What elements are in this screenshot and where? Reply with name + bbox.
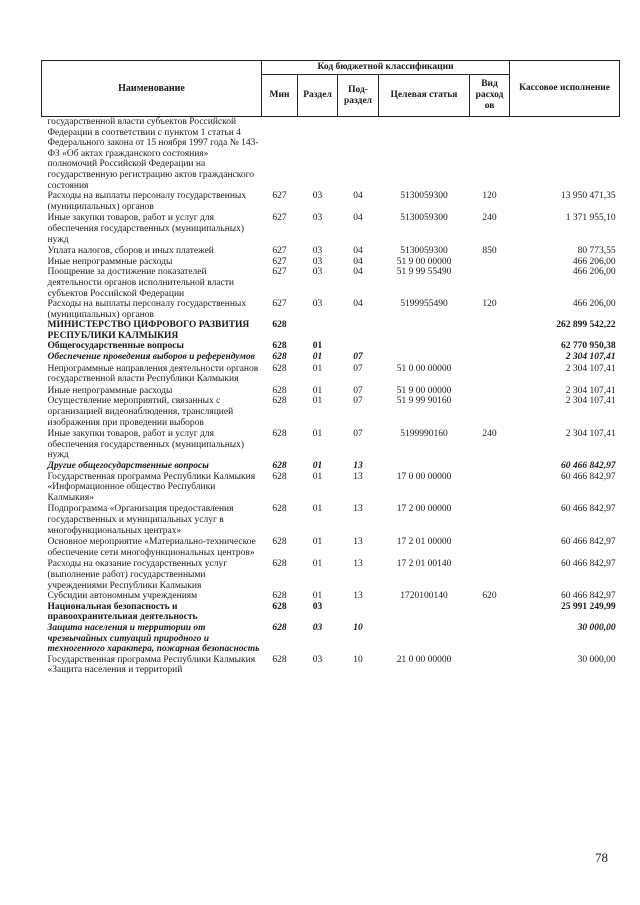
row-name: МИНИСТЕРСТВО ЦИФРОВОГО РАЗВИТИЯ РЕСПУБЛИКИ КАЛМЫКИЯ <box>47 320 250 341</box>
row-article: 5130059300 <box>400 246 448 257</box>
row-section: 03 <box>312 246 323 257</box>
row-min: 628 <box>272 461 287 471</box>
row-name: государственной власти субъектов Российской Федерации в соответствии с пунктом 1 статьи 4 Федерального закона от 15 ноября 1997 года № 143-ФЗ «Об актах гражданского состояния» полномочий Российской Федерации на государственную регистрацию актов гражданского состояния <box>47 117 259 191</box>
row-expense-type <box>470 257 510 268</box>
table-row <box>42 428 620 461</box>
row-expense-type: 120 <box>482 191 497 202</box>
row-execution <box>510 117 620 192</box>
row-article: 51 9 99 55490 <box>396 267 452 278</box>
row-name: Основное мероприятие «Материально-техническое обеспечение сети многофункциональных центров» <box>47 537 256 558</box>
row-article: 51 0 00 00000 <box>396 363 452 374</box>
table-row <box>42 461 620 472</box>
table-body <box>42 117 620 676</box>
row-expense-type <box>470 472 510 504</box>
budget-table <box>41 60 620 676</box>
row-subsection: 13 <box>353 559 363 570</box>
row-section: 03 <box>312 256 323 267</box>
table-row <box>42 623 620 655</box>
row-execution: 2 304 107,41 <box>565 396 616 407</box>
header-expense-type: Вид расход ов <box>470 75 510 117</box>
row-section: 01 <box>312 461 323 471</box>
row-subsection <box>338 117 379 192</box>
row-expense-type: 850 <box>482 246 497 257</box>
row-min: 628 <box>272 352 287 363</box>
row-section: 03 <box>312 191 323 202</box>
header-article: Целевая статья <box>379 75 470 117</box>
row-article <box>379 461 470 472</box>
row-execution: 60 466 842,97 <box>560 559 616 570</box>
row-article: 17 0 00 00000 <box>396 471 452 482</box>
row-expense-type: 120 <box>482 299 497 310</box>
row-min: 628 <box>272 601 287 612</box>
row-min: 628 <box>272 429 287 440</box>
row-section: 03 <box>312 654 323 665</box>
row-min: 628 <box>272 320 287 331</box>
row-section: 01 <box>312 591 323 602</box>
row-subsection: 13 <box>353 471 363 482</box>
table-row <box>42 536 620 558</box>
row-execution: 60 466 842,97 <box>560 537 616 548</box>
row-expense-type: 620 <box>482 591 497 602</box>
table-row <box>42 257 620 268</box>
header-section: Раздел <box>298 75 338 117</box>
row-name: Обеспечение проведения выборов и референдумов <box>47 352 255 363</box>
row-min: 627 <box>272 299 287 310</box>
row-execution: 60 466 842,97 <box>560 591 616 602</box>
row-subsection: 10 <box>353 654 363 665</box>
row-name: Уплата налогов, сборов и иных платежей <box>47 246 214 257</box>
row-section: 03 <box>312 213 323 224</box>
row-section: 01 <box>312 537 323 548</box>
row-article: 5130059300 <box>400 213 448 224</box>
row-subsection <box>338 602 379 623</box>
row-section: 01 <box>312 559 323 570</box>
row-article: 17 2 01 00000 <box>396 537 452 548</box>
row-expense-type <box>470 623 510 655</box>
row-execution: 1 371 955,10 <box>565 213 616 224</box>
row-name: Защита населения и территории от чрезвычайных ситуаций природного и техногенного характера, пожарная безопасность <box>47 622 260 655</box>
row-section: 01 <box>312 396 323 407</box>
row-name: Общегосударственные вопросы <box>47 341 184 352</box>
row-min: 627 <box>272 213 287 224</box>
row-subsection: 04 <box>353 191 363 202</box>
page-number: 78 <box>595 850 608 865</box>
header-code-group: Код бюджетной классификации <box>262 61 510 75</box>
row-execution: 262 899 542,22 <box>556 320 616 331</box>
row-article <box>379 623 470 655</box>
row-subsection: 13 <box>353 537 363 548</box>
row-name: Иные закупки товаров, работ и услуг для обеспечения государственных (муниципальных) нужд <box>47 213 245 245</box>
row-name: Субсидии автономным учреждениям <box>47 591 198 602</box>
row-name: Расходы на выплаты персоналу государственных (муниципальных) органов <box>47 191 247 212</box>
table-row <box>42 503 620 536</box>
table-row <box>42 558 620 591</box>
budget-report-page <box>41 60 619 676</box>
row-article: 51 9 00 00000 <box>396 385 452 396</box>
row-section <box>298 117 338 192</box>
row-execution: 60 466 842,97 <box>560 504 616 515</box>
row-section: 03 <box>312 299 323 310</box>
table-row <box>42 191 620 212</box>
row-subsection <box>338 341 379 352</box>
row-section: 01 <box>312 471 323 482</box>
row-min: 628 <box>272 559 287 570</box>
row-section: 01 <box>312 352 323 363</box>
table-row <box>42 352 620 363</box>
row-expense-type <box>470 461 510 472</box>
table-row <box>42 320 620 341</box>
row-subsection: 07 <box>353 396 363 407</box>
row-article: 17 2 00 00000 <box>396 504 452 515</box>
row-subsection: 04 <box>353 246 363 257</box>
row-section: 03 <box>312 601 323 612</box>
row-expense-type <box>470 558 510 591</box>
row-min: 628 <box>272 622 287 633</box>
row-execution: 60 466 842,97 <box>560 461 616 471</box>
row-execution: 2 304 107,41 <box>565 363 616 374</box>
row-expense-type <box>470 536 510 558</box>
row-execution: 80 773,55 <box>577 246 616 257</box>
row-execution: 466 206,00 <box>572 256 616 267</box>
row-expense-type <box>470 655 510 676</box>
table-row <box>42 117 620 192</box>
row-section: 03 <box>312 622 323 633</box>
row-subsection: 13 <box>353 504 363 515</box>
row-article: 51 9 99 90160 <box>396 396 452 407</box>
row-name: Другие общегосударственные вопросы <box>47 461 209 471</box>
row-subsection: 04 <box>353 299 363 310</box>
table-row <box>42 267 620 299</box>
header-min: Мин <box>262 75 298 117</box>
row-name: Непрограммные направления деятельности органов государственной власти Республики Калмыкия <box>47 363 259 385</box>
row-article: 5130059300 <box>400 191 448 202</box>
row-article: 5199990160 <box>400 429 448 440</box>
row-execution: 13 950 471,35 <box>560 191 616 202</box>
row-name: Поощрение за достижение показателей деятельности органов исполнительной власти субъектов Российской Федерации <box>47 267 234 299</box>
table-row <box>42 299 620 320</box>
table-row <box>42 245 620 257</box>
row-section <box>298 320 338 341</box>
row-article <box>379 352 470 363</box>
row-subsection: 07 <box>353 352 363 363</box>
row-name: Государственная программа Республики Калмыкия «Информационное общество Республики Калмыкия» <box>47 471 256 503</box>
row-execution: 2 304 107,41 <box>565 385 616 396</box>
row-article <box>379 320 470 341</box>
row-section: 01 <box>312 363 323 374</box>
header-name: Наименование <box>42 61 262 117</box>
row-expense-type <box>470 341 510 352</box>
row-subsection: 13 <box>353 591 363 602</box>
row-min: 628 <box>272 385 287 396</box>
row-name: Государственная программа Республики Калмыкия «Защита населения и территорий <box>47 654 256 676</box>
row-section: 01 <box>312 341 323 352</box>
row-expense-type <box>470 352 510 363</box>
row-name: Иные непрограммные расходы <box>47 385 173 396</box>
row-article: 17 2 01 00140 <box>396 559 452 570</box>
row-section: 01 <box>312 504 323 515</box>
row-article <box>379 602 470 623</box>
table-row <box>42 385 620 397</box>
table-row <box>42 363 620 385</box>
row-min: 628 <box>272 471 287 482</box>
row-min: 628 <box>272 396 287 407</box>
row-execution: 62 770 950,38 <box>560 341 616 352</box>
row-min: 628 <box>272 537 287 548</box>
row-subsection: 04 <box>353 267 363 278</box>
header-subsection: Под-раздел <box>338 75 379 117</box>
row-min: 628 <box>272 363 287 374</box>
row-name: Иные непрограммные расходы <box>47 256 173 267</box>
row-name: Осуществление мероприятий, связанных с организацией видеонаблюдения, трансляцией изображения при проведении выборов <box>47 396 234 428</box>
table-row <box>42 396 620 428</box>
row-execution: 30 000,00 <box>577 654 616 665</box>
row-subsection: 07 <box>353 385 363 396</box>
table-row <box>42 341 620 352</box>
row-article <box>379 117 470 192</box>
row-subsection: 07 <box>353 429 363 440</box>
row-min <box>262 117 298 192</box>
row-name: Подпрограмма «Организация предоставления государственных и муниципальных услуг в многофункциональных центрах» <box>47 504 234 536</box>
row-subsection: 10 <box>353 622 363 633</box>
row-expense-type: 240 <box>482 429 497 440</box>
row-execution: 466 206,00 <box>572 267 616 278</box>
row-section: 01 <box>312 385 323 396</box>
row-expense-type: 240 <box>482 213 497 224</box>
row-name: Расходы на выплаты персоналу государственных (муниципальных) органов <box>47 299 247 320</box>
table-row <box>42 655 620 676</box>
row-expense-type <box>470 602 510 623</box>
row-expense-type <box>470 117 510 192</box>
table-row <box>42 602 620 623</box>
row-min: 627 <box>272 267 287 278</box>
row-article: 21 0 00 00000 <box>396 654 452 665</box>
row-name: Расходы на оказание государственных услуг (выполнение работ) государственными учреждениями Республики Калмыкия <box>47 559 228 591</box>
table-header <box>42 61 620 117</box>
row-expense-type <box>470 363 510 385</box>
table-row <box>42 212 620 245</box>
row-min: 628 <box>272 654 287 665</box>
row-subsection: 04 <box>353 213 363 224</box>
row-article: 51 9 00 00000 <box>396 256 452 267</box>
table-row <box>42 591 620 602</box>
row-expense-type <box>470 385 510 397</box>
row-expense-type <box>470 320 510 341</box>
row-expense-type <box>470 396 510 428</box>
row-min: 628 <box>272 504 287 515</box>
row-min: 628 <box>272 341 287 352</box>
table-row <box>42 472 620 504</box>
header-execution: Кассовое исполнение <box>510 61 620 117</box>
row-execution: 2 304 107,41 <box>565 429 616 440</box>
row-subsection: 07 <box>353 363 363 374</box>
row-subsection: 04 <box>353 256 363 267</box>
row-execution: 30 000,00 <box>577 622 616 633</box>
row-execution: 466 206,00 <box>572 299 616 310</box>
row-execution: 60 466 842,97 <box>560 471 616 482</box>
row-min: 627 <box>272 191 287 202</box>
row-expense-type <box>470 503 510 536</box>
row-section: 03 <box>312 267 323 278</box>
row-min: 628 <box>272 591 287 602</box>
row-expense-type <box>470 267 510 299</box>
row-article: 5199955490 <box>400 299 448 310</box>
row-name: Национальная безопасность и правоохранительная деятельность <box>47 601 198 623</box>
row-article <box>379 341 470 352</box>
row-execution: 25 991 249,99 <box>560 601 616 612</box>
row-section: 01 <box>312 429 323 440</box>
row-execution: 2 304 107,41 <box>565 352 616 363</box>
row-article: 1720100140 <box>400 591 448 602</box>
row-min: 627 <box>272 256 287 267</box>
row-min: 627 <box>272 246 287 257</box>
row-name: Иные закупки товаров, работ и услуг для обеспечения государственных (муниципальных) нужд <box>47 429 245 461</box>
row-subsection: 13 <box>353 461 363 471</box>
row-subsection <box>338 320 379 341</box>
